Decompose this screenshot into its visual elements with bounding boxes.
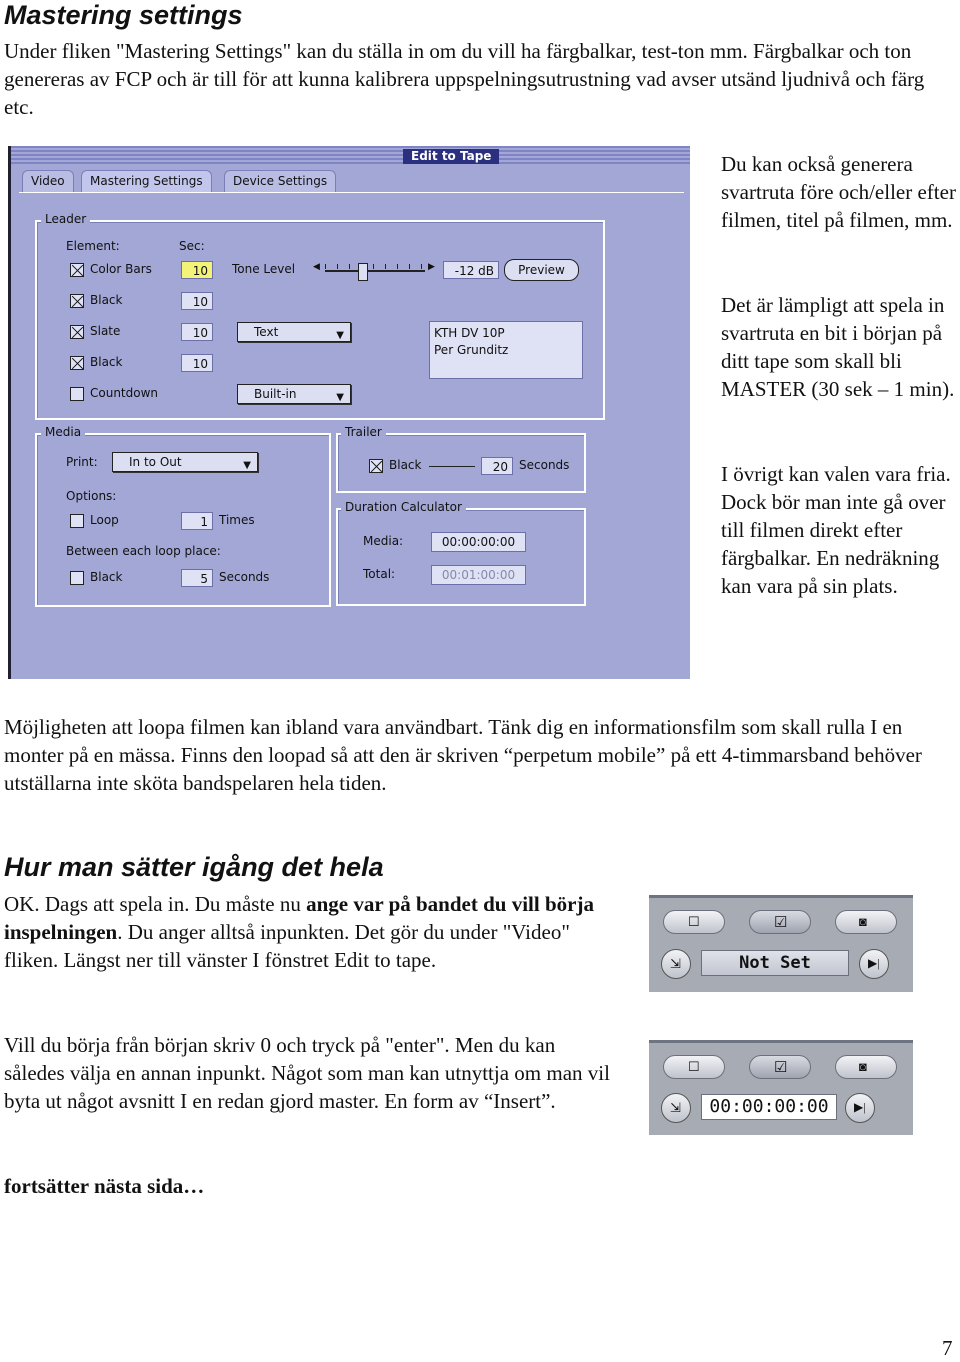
slider-left-arrow-icon[interactable]: ◀ <box>313 262 320 272</box>
color-bars-label: Color Bars <box>90 262 152 276</box>
mark-in-selected-button[interactable] <box>749 910 811 934</box>
trailer-divider-line <box>429 466 475 467</box>
trailer-seconds-field[interactable]: 20 <box>481 457 513 475</box>
slate-text-line-2: Per Grunditz <box>434 343 509 357</box>
countdown-label: Countdown <box>90 386 159 400</box>
loop-black-label: Black <box>90 570 123 584</box>
instructions-bold: ange var på bandet du vill börja inspelningen <box>4 892 594 944</box>
instructions-part-2: . Du anger alltså inpunkten. Det gör du under "Video" fliken. Längst ner till vänster I fönstret Edit to tape. <box>4 920 570 972</box>
countdown-popup[interactable] <box>237 384 351 404</box>
previous-edit-icon: ⇲ <box>670 1100 681 1115</box>
tab-device-settings[interactable]: Device Settings <box>224 170 336 192</box>
tab-mastering-settings[interactable]: Mastering Settings <box>81 170 212 192</box>
countdown-value: Built-in <box>254 387 297 401</box>
slate-source-value: Text <box>254 325 279 339</box>
color-bars-checkbox[interactable] <box>70 263 84 277</box>
popup-arrow-icon: ▼ <box>336 392 344 403</box>
popup-arrow-icon: ▼ <box>243 460 251 471</box>
next-edit-button[interactable] <box>859 949 889 979</box>
trailer-black-label: Black <box>389 458 422 472</box>
loop-black-seconds-field[interactable]: 5 <box>181 569 213 587</box>
loop-paragraph: Möjligheten att loopa filmen kan ibland vara användbart. Tänk dig en informationsfilm som skall rulla I en monter på en mässa. Finns den loopad så att den är skriven “perpetum mobile” på ett 4-timmarsband behöver utställarna inte sköta bandspelaren hela tiden. <box>4 715 922 795</box>
slate-sec-field[interactable]: 10 <box>181 323 213 341</box>
tone-level-label: Tone Level <box>232 262 296 276</box>
mark-in-button[interactable] <box>663 1055 725 1079</box>
tone-level-slider-track[interactable] <box>325 270 425 272</box>
trailer-seconds-label: Seconds <box>519 458 570 472</box>
duration-calculator-group <box>336 508 586 606</box>
slate-source-popup[interactable] <box>237 322 351 342</box>
continue-note: fortsätter nästa sida… <box>4 1174 205 1198</box>
next-edit-icon: ▶| <box>854 1100 866 1114</box>
seconds-label: Seconds <box>219 570 270 584</box>
window-titlebar[interactable] <box>11 146 690 166</box>
mark-in-icon: ☐ <box>688 914 700 929</box>
popup-arrow-icon: ▼ <box>336 330 344 341</box>
go-to-in-button[interactable] <box>835 910 897 934</box>
mark-in-selected-button[interactable] <box>749 1055 811 1079</box>
print-value: In to Out <box>129 455 182 469</box>
black-leader-checkbox[interactable] <box>70 294 84 308</box>
window-title: Edit to Tape <box>403 149 499 164</box>
in-point-panel-timecode <box>649 1040 913 1135</box>
tab-divider <box>19 192 684 193</box>
times-label: Times <box>219 513 255 527</box>
black-leader-2-sec-field[interactable]: 10 <box>181 354 213 372</box>
black-leader-sec-field[interactable]: 10 <box>181 292 213 310</box>
trailer-black-checkbox[interactable] <box>369 459 383 473</box>
slider-ticks <box>325 264 425 269</box>
tab-video[interactable]: Video <box>22 170 74 192</box>
in-point-field[interactable]: Not Set <box>701 950 849 976</box>
slate-text-area[interactable] <box>429 321 583 379</box>
next-edit-button[interactable] <box>845 1093 875 1123</box>
between-loop-label: Between each loop place: <box>66 544 221 558</box>
slate-text-line-1: KTH DV 10P <box>434 326 505 340</box>
duration-media-label: Media: <box>363 534 404 548</box>
slate-label: Slate <box>90 324 121 338</box>
next-edit-icon: ▶| <box>868 956 880 970</box>
section-heading-mastering: Mastering settings <box>4 0 243 30</box>
print-label: Print: <box>66 455 98 469</box>
preview-button[interactable]: Preview <box>504 259 579 281</box>
in-point-panel-notset <box>649 895 913 992</box>
section-heading-start: Hur man sätter igång det hela <box>4 852 384 882</box>
tone-level-field[interactable]: -12 dB <box>443 261 499 279</box>
options-label: Options: <box>66 489 117 503</box>
loop-black-checkbox[interactable] <box>70 571 84 585</box>
black-leader-2-label: Black <box>90 355 123 369</box>
instructions-paragraph <box>4 890 624 974</box>
start-paragraph: Vill du börja från början skriv 0 och tryck på "enter". Men du kan således välja en annan inpunkt. Något som man kan utnyttja om man vil byta ut något avsnitt I en redan gjord master. En form av “Insert”. <box>4 1033 616 1113</box>
media-label: Media <box>41 425 85 439</box>
black-leader-label: Black <box>90 293 123 307</box>
intro-paragraph: Under fliken "Mastering Settings" kan du ställa in om du vill ha färgbalkar, test-ton mm. Färgbalkar och ton genereras av FCP och är till för att kunna kalibrera uppspelningsutrustning vad avser utsänd ljudnivå och färg etc. <box>4 39 925 119</box>
slider-right-arrow-icon[interactable]: ▶ <box>428 262 435 272</box>
loop-label: Loop <box>90 513 119 527</box>
go-to-in-icon: ◙ <box>859 914 867 929</box>
countdown-checkbox[interactable] <box>70 387 84 401</box>
edit-to-tape-window <box>8 146 690 679</box>
duration-total-field: 00:01:00:00 <box>431 565 526 585</box>
slate-checkbox[interactable] <box>70 325 84 339</box>
mark-in-check-icon: ☑ <box>774 915 788 931</box>
duration-total-label: Total: <box>363 567 396 581</box>
leader-label: Leader <box>41 212 90 226</box>
in-point-timecode-field[interactable]: 00:00:00:00 <box>701 1094 837 1120</box>
duration-calculator-label: Duration Calculator <box>341 500 466 514</box>
go-to-in-button[interactable] <box>835 1055 897 1079</box>
color-bars-sec-field[interactable]: 10 <box>181 261 213 279</box>
duration-media-field[interactable]: 00:00:00:00 <box>431 532 526 552</box>
tone-level-slider-thumb[interactable] <box>358 263 368 281</box>
print-popup[interactable] <box>112 452 258 472</box>
element-header: Element: <box>66 239 120 253</box>
side-note-1: Du kan också generera svartruta före och/eller efter filmen, titel på filmen, mm. <box>721 152 956 232</box>
loop-checkbox[interactable] <box>70 514 84 528</box>
previous-edit-button[interactable] <box>661 949 691 979</box>
mark-in-icon: ☐ <box>688 1059 700 1074</box>
black-leader-2-checkbox[interactable] <box>70 356 84 370</box>
mark-in-check-icon: ☑ <box>774 1060 788 1076</box>
trailer-label: Trailer <box>341 425 386 439</box>
page-number: 7 <box>942 1336 953 1360</box>
side-note-3: I övrigt kan valen vara fria. Dock bör man inte gå over till filmen direkt efter färgbalkar. En nedräkning kan vara på sin plats. <box>721 462 951 598</box>
loop-times-field[interactable]: 1 <box>181 512 213 530</box>
side-note-2: Det är lämpligt att spela in svartruta en bit i början på ditt tape som skall bli MASTER (30 sek – 1 min). <box>721 293 955 401</box>
instructions-part-1: OK. Dags att spela in. Du måste nu <box>4 892 307 916</box>
mark-in-button[interactable] <box>663 910 725 934</box>
previous-edit-button[interactable] <box>661 1093 691 1123</box>
go-to-in-icon: ◙ <box>859 1059 867 1074</box>
previous-edit-icon: ⇲ <box>670 956 681 971</box>
sec-header: Sec: <box>179 239 205 253</box>
